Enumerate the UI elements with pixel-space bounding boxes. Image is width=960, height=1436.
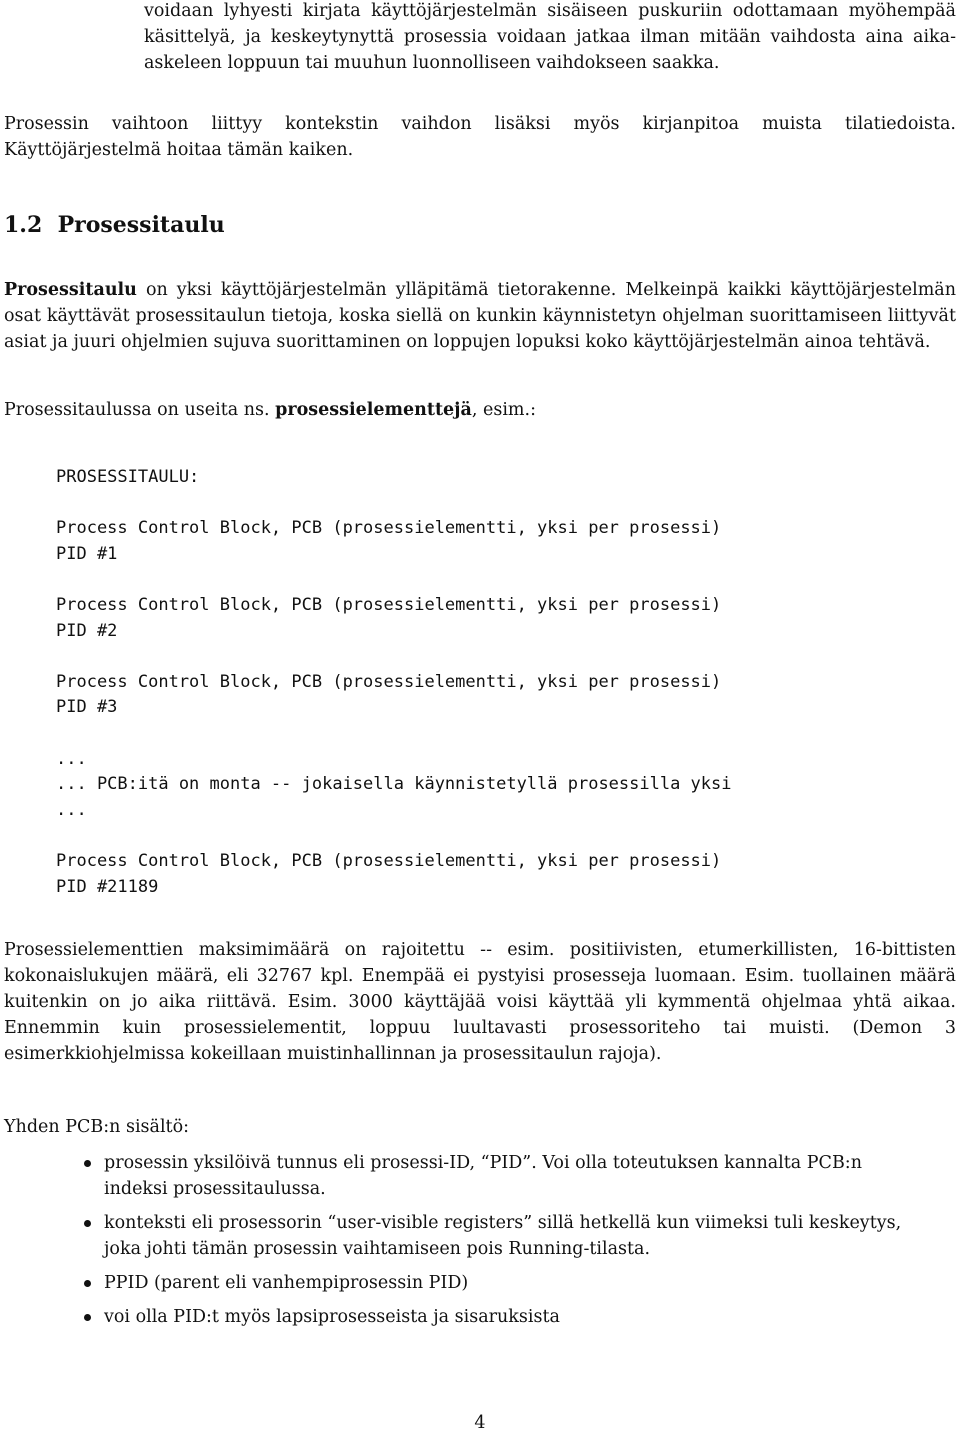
page-number: 4 (474, 1413, 486, 1433)
bullet-icon (84, 1160, 91, 1167)
definition-paragraph (4, 277, 956, 355)
section-number: 1.2 (4, 212, 43, 238)
bullet-icon (84, 1314, 91, 1321)
max-elements-paragraph: Prosessielementtien maksimimäärä on rajoitettu -- esim. positiivisten, etumerkillisten, 16-bittisten kokonaislukujen määrä, eli 32767 kpl. Enempää ei pystyisi prosesseja luomaan. Esim. tuollainen määrä kuitenkin on jo aika riittävä. Esim. 3000 käyttäjää voisi käyttää yli kymmentä ohjelmaa yhtä aikaa. Ennemmin kuin prosessielementit, loppuu luultavasti prosessoriteho tai muisti. (Demon 3 esimerkkiohjelmissa kokeillaan muistinhallinnan ja prosessitaulun rajoja). (4, 940, 956, 1064)
section-title: Prosessitaulu (57, 212, 225, 238)
elements-sentence-before: Prosessitaulussa on useita ns. (4, 400, 276, 420)
pcb-contents-list (4, 1150, 956, 1338)
elements-sentence-term: prosessielementtejä (275, 400, 472, 420)
list-item (4, 1210, 904, 1262)
list-item (4, 1150, 904, 1202)
list-item-text: konteksti eli prosessorin “user-visible registers” sillä hetkellä kun viimeksi tuli keskeytys, joka johti tämän prosessin vaihtamiseen pois Running-tilasta. (104, 1213, 902, 1259)
intro-continuation-paragraph: voidaan lyhyesti kirjata käyttöjärjestelmän sisäiseen puskuriin odottamaan myöhempää käsittelyä, ja keskeytynyttä prosessia voidaan jatkaa ilman mitään vaihdosta aina aika-askeleen loppuun tai muuhun luonnolliseen vaihdokseen saakka. (144, 1, 956, 73)
elements-sentence (4, 397, 956, 423)
elements-sentence-after: , esim.: (471, 400, 536, 420)
definition-term: Prosessitaulu (4, 280, 137, 300)
definition-text: on yksi käyttöjärjestelmän ylläpitämä tietorakenne. Melkeinpä kaikki käyttöjärjestelmän osat käyttävät prosessitaulun tietoja, koska siellä on kunkin käynnistetyn ohjelman suorittamiseen liittyvät asiat ja juuri ohjelmien sujuva suorittaminen on loppujen lopuksi koko käyttöjärjestelmän ainoa tehtävä. (4, 280, 956, 352)
list-item (4, 1304, 904, 1330)
pcb-contents-title: Yhden PCB:n sisältö: (4, 1117, 190, 1137)
context-switch-paragraph: Prosessin vaihtoon liittyy kontekstin vaihdon lisäksi myös kirjanpitoa muista tilatiedoista. Käyttöjärjestelmä hoitaa tämän kaiken. (4, 114, 956, 160)
list-item-text: voi olla PID:t myös lapsiprosesseista ja sisaruksista (104, 1307, 560, 1327)
process-table-code-block: PROSESSITAULU: Process Control Block, PCB (prosessielementti, yksi per prosessi) PID #1 Process Control Block, PCB (prosessielementti, yksi per prosessi) PID #2 Process Control Block, PCB (prosessielementti, yksi per prosessi) PID #3 ... ... PCB:itä on monta -- jokaisella käynnistetyllä prosessilla yksi ... Process Control Block, PCB (prosessielementti, yksi per prosessi) PID #21189 (56, 467, 732, 897)
bullet-icon (84, 1280, 91, 1287)
section-heading (4, 212, 225, 238)
list-item (4, 1270, 904, 1296)
bullet-icon (84, 1220, 91, 1227)
list-item-text: PPID (parent eli vanhempiprosessin PID) (104, 1273, 469, 1293)
list-item-text: prosessin yksilöivä tunnus eli prosessi-ID, “PID”. Voi olla toteutuksen kannalta PCB:n indeksi prosessitaulussa. (104, 1153, 862, 1199)
